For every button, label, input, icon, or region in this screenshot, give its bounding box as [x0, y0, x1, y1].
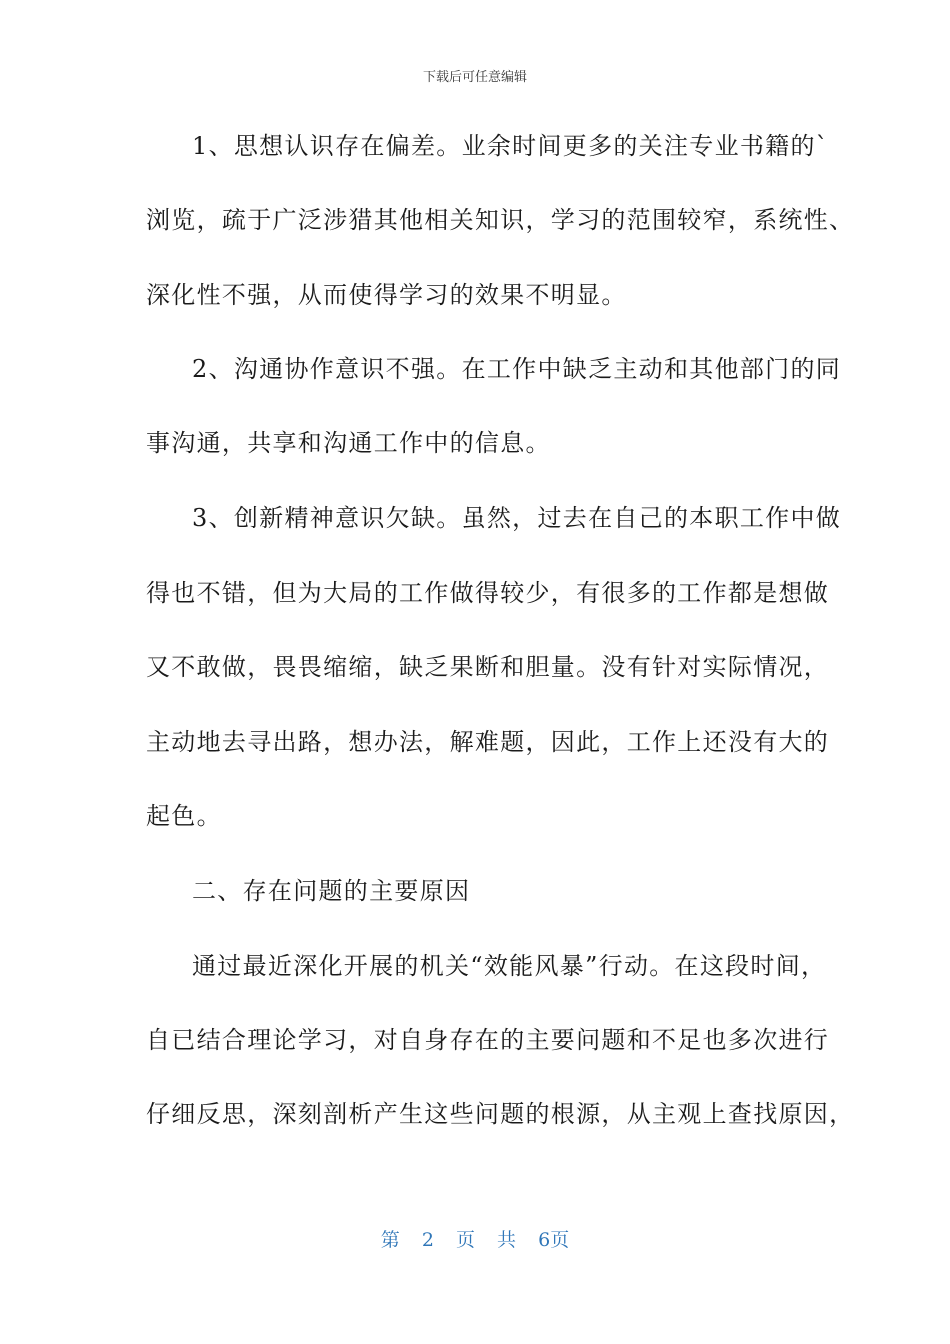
section-heading: 二、存在问题的主要原因: [192, 877, 471, 905]
page-header: 下载后可任意编辑: [422, 70, 527, 85]
footer-total-pages: 6页: [538, 1229, 570, 1251]
footer-ye: 页: [455, 1229, 475, 1251]
footer-di: 第: [380, 1229, 400, 1251]
body-line: 3、创新精神意识欠缺。虽然，过去在自己的本职工作中做: [192, 504, 842, 532]
body-line: 自已结合理论学习，对自身存在的主要问题和不足也多次进行: [146, 1026, 830, 1054]
page-number-footer: [0, 1225, 950, 1252]
body-line: 主动地去寻出路，想办法，解难题，因此，工作上还没有大的: [146, 728, 830, 756]
body-line: 通过最近深化开展的机关“效能风暴”行动。在这段时间，: [192, 952, 827, 980]
footer-current-page: 2: [421, 1229, 434, 1251]
body-line: 1、思想认识存在偏差。业余时间更多的关注专业书籍的`: [192, 132, 830, 160]
body-line: 2、沟通协作意识不强。在工作中缺乏主动和其他部门的同: [192, 355, 842, 383]
body-line: 事沟通，共享和沟通工作中的信息。: [146, 429, 551, 457]
footer-gong: 共: [497, 1229, 517, 1251]
body-line: 深化性不强，从而使得学习的效果不明显。: [146, 281, 627, 309]
body-line: 起色。: [146, 802, 222, 830]
body-line: 得也不错，但为大局的工作做得较少，有很多的工作都是想做: [146, 579, 830, 607]
body-line: 仔细反思，深刻剖析产生这些问题的根源，从主观上查找原因，: [146, 1100, 855, 1128]
body-line: 又不敢做，畏畏缩缩，缺乏果断和胆量。没有针对实际情况，: [146, 653, 830, 681]
body-line: 浏览，疏于广泛涉猎其他相关知识，学习的范围较窄，系统性、: [146, 206, 855, 234]
